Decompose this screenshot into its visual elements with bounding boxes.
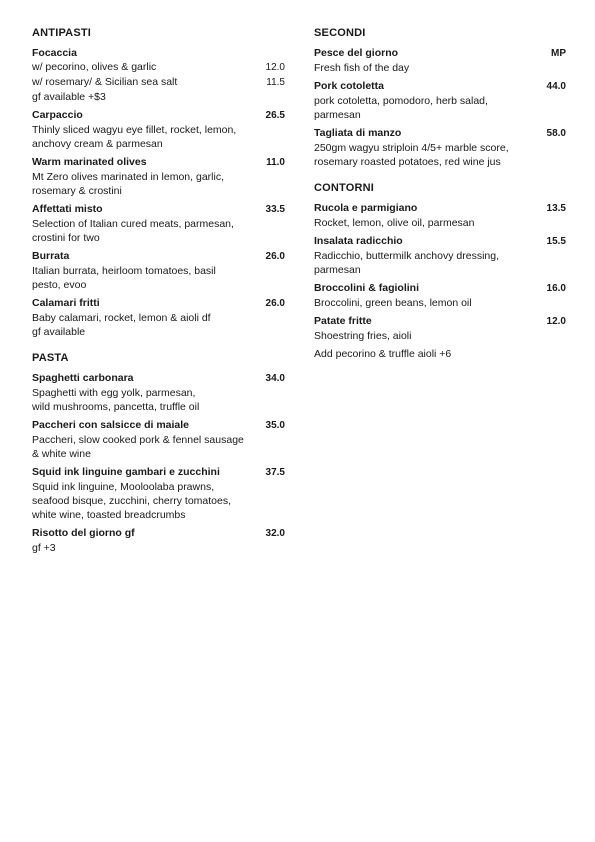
item-price: 11.0 xyxy=(266,157,285,168)
item-price: 32.0 xyxy=(265,528,285,539)
item-price: 44.0 xyxy=(546,81,566,92)
item-option: w/ rosemary/ & Sicilian sea salt xyxy=(32,76,178,88)
menu-item-carbonara xyxy=(32,371,285,414)
item-price: 37.5 xyxy=(265,467,285,478)
item-price: MP xyxy=(551,48,566,59)
item-description: Selection of Italian cured meats, parmesan, xyxy=(32,218,234,230)
item-note: gf available +$3 xyxy=(32,91,106,103)
item-option: w/ pecorino, olives & garlic xyxy=(32,61,157,73)
item-name: Spaghetti carbonara xyxy=(32,372,134,384)
item-name: Risotto del giorno gf xyxy=(32,527,135,539)
item-name: Squid ink linguine gambari e zucchini xyxy=(32,466,220,478)
item-description: wild mushrooms, pancetta, truffle oil xyxy=(32,401,200,413)
section-title-contorni: CONTORNI xyxy=(314,182,375,194)
item-name: Broccolini & fagiolini xyxy=(314,282,420,294)
menu-item-broccolini xyxy=(314,281,566,310)
item-price: 34.0 xyxy=(265,373,285,384)
item-price: 12.0 xyxy=(265,62,285,73)
item-name: Warm marinated olives xyxy=(32,156,147,168)
section-title-pasta: PASTA xyxy=(32,352,69,364)
item-price: 58.0 xyxy=(546,128,566,139)
item-price: 26.0 xyxy=(265,251,285,262)
pasta-section xyxy=(32,351,285,555)
item-description: pork cotoletta, pomodoro, herb salad, xyxy=(314,95,488,107)
item-description: Mt Zero olives marinated in lemon, garlic, xyxy=(32,171,224,183)
item-description: Rocket, lemon, olive oil, parmesan xyxy=(314,217,475,229)
item-price: 26.0 xyxy=(265,298,285,309)
item-description: Broccolini, green beans, lemon oil xyxy=(314,297,472,309)
section-title-antipasti: ANTIPASTI xyxy=(32,27,92,39)
item-name: Pesce del giorno xyxy=(314,47,399,59)
antipasti-section xyxy=(32,26,285,339)
item-price: 26.5 xyxy=(265,110,285,121)
item-description: Shoestring fries, aioli xyxy=(314,330,412,342)
item-description: & white wine xyxy=(32,448,91,460)
item-price: 33.5 xyxy=(265,204,285,215)
addon-note: Add pecorino & truffle aioli +6 xyxy=(314,348,452,360)
section-title-secondi: SECONDI xyxy=(314,27,366,39)
item-price: 16.0 xyxy=(546,283,566,294)
item-price: 12.0 xyxy=(546,316,566,327)
item-description: Squid ink linguine, Mooloolaba prawns, xyxy=(32,481,215,493)
item-description: Spaghetti with egg yolk, parmesan, xyxy=(32,387,196,399)
item-description: Radicchio, buttermilk anchovy dressing, xyxy=(314,250,500,262)
item-name: Focaccia xyxy=(32,47,77,59)
item-name: Carpaccio xyxy=(32,109,83,121)
menu-item-pesce xyxy=(314,46,566,75)
item-description: parmesan xyxy=(314,109,361,121)
menu-item-focaccia xyxy=(32,46,285,104)
item-name: Calamari fritti xyxy=(32,297,100,309)
item-description: Thinly sliced wagyu eye fillet, rocket, lemon, xyxy=(32,124,237,136)
left-column xyxy=(32,26,285,559)
item-name: Insalata radicchio xyxy=(314,235,403,247)
item-name: Tagliata di manzo xyxy=(314,127,402,139)
menu-item-burrata xyxy=(32,249,285,292)
menu-item-squid-ink xyxy=(32,465,285,522)
item-description: Baby calamari, rocket, lemon & aioli df xyxy=(32,312,211,324)
menu-item-carpaccio xyxy=(32,108,285,151)
item-name: Affettati misto xyxy=(32,203,103,215)
menu-item-rucola xyxy=(314,201,566,230)
item-price: 15.5 xyxy=(546,236,566,247)
item-description: rosemary roasted potatoes, red wine jus xyxy=(314,156,501,168)
contorni-section xyxy=(314,181,566,361)
item-description: gf +3 xyxy=(32,542,56,554)
menu-item-patate xyxy=(314,314,566,343)
item-name: Pork cotoletta xyxy=(314,80,385,92)
item-description: 250gm wagyu striploin 4/5+ marble score, xyxy=(314,142,509,154)
item-description: white wine, toasted breadcrumbs xyxy=(32,509,186,521)
item-description: gf available xyxy=(32,326,86,338)
item-name: Burrata xyxy=(32,250,70,262)
item-description: rosemary & crostini xyxy=(32,185,122,197)
item-price: 11.5 xyxy=(266,77,285,88)
item-price: 13.5 xyxy=(546,203,566,214)
right-column xyxy=(314,26,566,361)
item-description: anchovy cream & parmesan xyxy=(32,138,163,150)
item-description: crostini for two xyxy=(32,232,100,244)
menu-item-pork xyxy=(314,79,566,122)
item-description: Italian burrata, heirloom tomatoes, basil xyxy=(32,265,216,277)
item-description: pesto, evoo xyxy=(32,279,87,291)
item-description: Fresh fish of the day xyxy=(314,62,410,74)
item-description: seafood bisque, zucchini, cherry tomatoes, xyxy=(32,495,232,507)
menu-item-affettati xyxy=(32,202,285,245)
secondi-section xyxy=(314,26,566,169)
item-name: Paccheri con salsicce di maiale xyxy=(32,419,190,431)
item-name: Rucola e parmigiano xyxy=(314,202,418,214)
item-description: Paccheri, slow cooked pork & fennel sausage xyxy=(32,434,244,446)
item-price: 35.0 xyxy=(265,420,285,431)
menu-item-olives xyxy=(32,155,285,198)
item-description: parmesan xyxy=(314,264,361,276)
menu-item-tagliata xyxy=(314,126,566,169)
menu-item-radicchio xyxy=(314,234,566,277)
menu-item-risotto xyxy=(32,526,285,555)
item-name: Patate fritte xyxy=(314,315,372,327)
menu-item-paccheri xyxy=(32,418,285,461)
menu-item-calamari xyxy=(32,296,285,339)
